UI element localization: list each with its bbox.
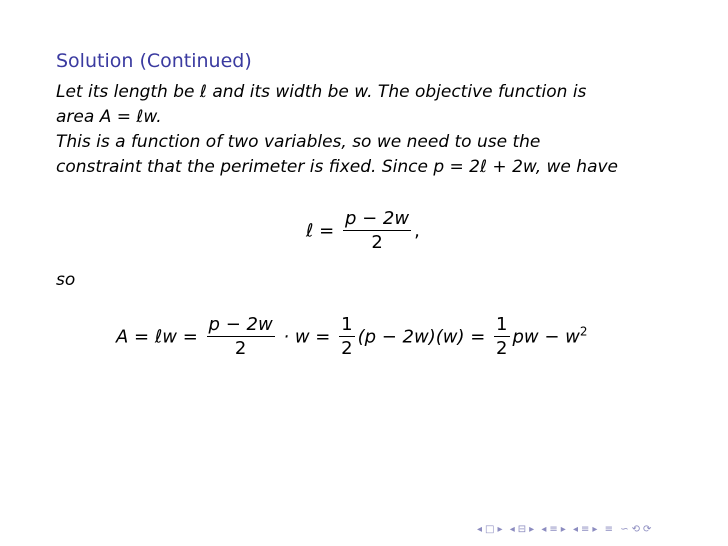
slide-body	[56, 80, 696, 180]
nav-prev-part-icon[interactable]: ◂	[572, 524, 580, 535]
text-segment: constraint that the perimeter is fixed. Since	[56, 157, 434, 177]
text-segment: area	[56, 107, 100, 127]
nav-next-frame-icon[interactable]: ▸	[497, 524, 504, 535]
area-equation	[116, 314, 588, 361]
text-segment: Let its length be	[56, 82, 200, 102]
fraction-numerator: 1	[341, 314, 353, 335]
text-segment: , we have	[535, 157, 619, 177]
nav-part-icon[interactable]: ≡	[581, 524, 591, 535]
body-line-1	[56, 80, 696, 105]
nav-forward-icon[interactable]: ⟳	[642, 524, 653, 535]
equation-part: A = ℓw =	[116, 326, 198, 348]
body-line-2	[56, 105, 696, 130]
text-segment: . The objective function is	[367, 82, 587, 102]
nav-back-icon[interactable]: ⟲	[631, 524, 641, 535]
length-symbol: ℓ	[199, 82, 207, 102]
equation-part: · w =	[283, 326, 331, 348]
nav-prev-section-icon[interactable]: ◂	[541, 524, 548, 535]
fraction-denominator: 2	[371, 232, 383, 253]
equation-lhs: ℓ =	[306, 220, 335, 242]
nav-next-part-icon[interactable]: ▸	[592, 524, 599, 535]
fraction-denominator: 2	[234, 338, 247, 359]
text-segment: and its width be	[206, 82, 355, 102]
nav-subsection-icon[interactable]: ⊟	[517, 524, 528, 535]
nav-search-icon[interactable]: ∽	[620, 524, 630, 535]
equation-punctuation: ,	[414, 220, 420, 242]
equation-part: (p − 2w)(w) =	[357, 326, 486, 348]
fraction	[339, 314, 354, 361]
fraction	[494, 314, 509, 361]
text-segment: .	[156, 107, 162, 127]
nav-next-section-icon[interactable]: ▸	[560, 524, 567, 535]
so-word: so	[56, 270, 76, 290]
fraction	[207, 314, 275, 361]
width-symbol: w	[354, 82, 368, 102]
perimeter-formula: p = 2ℓ + 2w	[433, 157, 536, 177]
nav-prev-subsection-icon[interactable]: ◂	[509, 524, 516, 535]
length-equation	[306, 208, 420, 255]
fraction-denominator: 2	[341, 338, 353, 359]
exponent: 2	[579, 324, 588, 339]
nav-prev-frame-icon[interactable]: ◂	[477, 524, 484, 535]
fraction-numerator: 1	[496, 314, 508, 335]
nav-document-icon[interactable]: ≡	[604, 524, 615, 535]
fraction-denominator: 2	[496, 338, 508, 359]
nav-next-subsection-icon[interactable]: ▸	[529, 524, 536, 535]
fraction-numerator: p − 2w	[344, 208, 410, 229]
area-formula: A = ℓw	[99, 107, 157, 127]
nav-section-icon[interactable]: ≡	[549, 524, 559, 535]
equation-part: pw − w	[512, 326, 580, 348]
body-line-4	[56, 155, 696, 180]
fraction-numerator: p − 2w	[208, 314, 273, 335]
beamer-navigation-bar	[476, 524, 653, 535]
body-line-3: This is a function of two variables, so we need to use the	[56, 132, 541, 152]
fraction	[343, 208, 411, 255]
nav-frame-icon[interactable]: □	[485, 524, 496, 535]
slide-title: Solution (Continued)	[56, 50, 252, 72]
